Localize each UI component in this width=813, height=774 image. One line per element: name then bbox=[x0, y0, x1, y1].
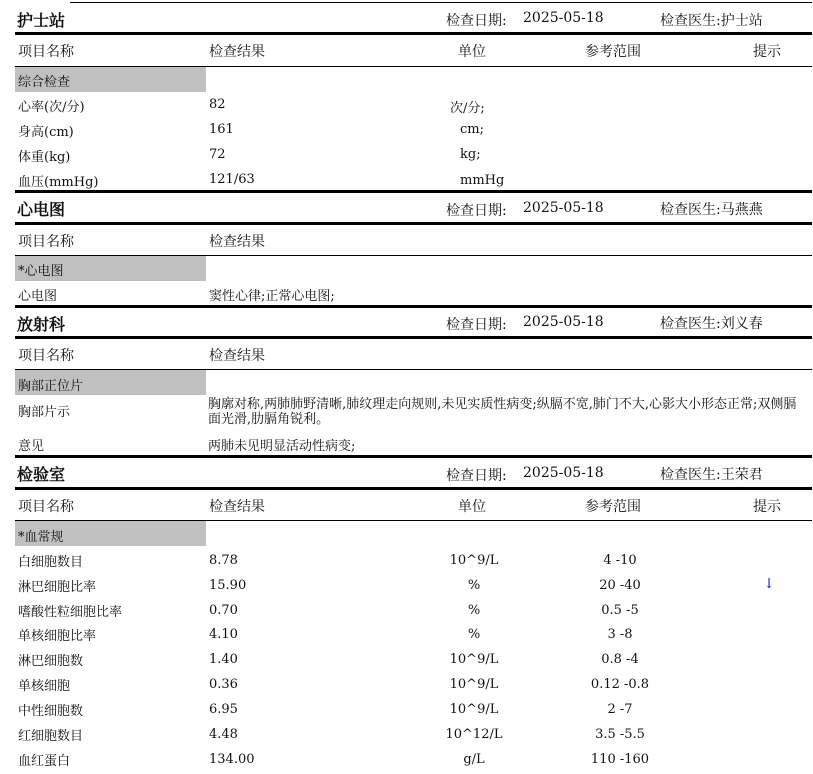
row-range: 3.5 -5.5 bbox=[595, 727, 645, 742]
header-item-name: 项目名称 bbox=[18, 234, 74, 250]
row-name: 淋巴细胞比率 bbox=[18, 580, 97, 595]
rule bbox=[15, 32, 812, 35]
row-unit: % bbox=[467, 627, 481, 642]
row-result: 6.95 bbox=[209, 702, 238, 717]
row-result: 15.90 bbox=[209, 578, 247, 593]
category-label: *心电图 bbox=[18, 264, 64, 279]
rule bbox=[15, 222, 812, 225]
row-result: 1.40 bbox=[209, 652, 238, 667]
row-result: 0.36 bbox=[209, 677, 238, 692]
row-name: 血压(mmHg) bbox=[18, 175, 99, 190]
row-name: 心电图 bbox=[18, 289, 58, 304]
row-result: 161 bbox=[209, 122, 234, 137]
header-item-name: 项目名称 bbox=[18, 348, 74, 364]
header-unit: 单位 bbox=[458, 499, 486, 515]
rule bbox=[15, 487, 812, 490]
row-result: 两肺未见明显活动性病变; bbox=[208, 439, 356, 454]
low-flag-arrow-icon: ↓ bbox=[763, 576, 775, 592]
header-range: 参考范围 bbox=[585, 44, 641, 60]
header-result: 检查结果 bbox=[209, 234, 265, 250]
row-name: 心率(次/分) bbox=[18, 100, 85, 115]
row-range: 110 -160 bbox=[590, 752, 650, 767]
section-title-nurse: 护士站 bbox=[17, 11, 66, 30]
rule bbox=[15, 455, 812, 458]
row-unit: kg; bbox=[460, 147, 481, 162]
row-name: 胸部片示 bbox=[18, 405, 71, 420]
row-name: 身高(cm) bbox=[18, 125, 74, 140]
row-result: 4.48 bbox=[209, 727, 238, 742]
row-name: 嗜酸性粒细胞比率 bbox=[18, 605, 123, 620]
row-name: 红细胞数目 bbox=[18, 729, 84, 744]
doctor-radiology: 检查医生:刘义春 bbox=[660, 316, 763, 332]
row-unit: cm; bbox=[460, 122, 484, 137]
header-item-name: 项目名称 bbox=[18, 44, 74, 60]
date-nurse: 2025-05-18 bbox=[523, 10, 604, 26]
row-result: 4.10 bbox=[209, 627, 238, 642]
row-range: 2 -7 bbox=[607, 702, 633, 717]
top-rule bbox=[70, 2, 812, 3]
row-unit: mmHg bbox=[460, 173, 505, 188]
row-range: 0.8 -4 bbox=[601, 652, 639, 667]
row-result: 8.78 bbox=[209, 553, 238, 568]
doctor-nurse: 检查医生:护士站 bbox=[660, 13, 763, 29]
row-name: 意见 bbox=[18, 439, 45, 454]
date-label-ecg: 检查日期: bbox=[446, 203, 507, 219]
row-name: 体重(kg) bbox=[18, 150, 71, 165]
doctor-ecg: 检查医生:马燕燕 bbox=[660, 202, 763, 218]
row-unit: 10^9/L bbox=[449, 702, 499, 717]
row-unit: 次/分; bbox=[450, 101, 485, 116]
row-result: 134.00 bbox=[209, 752, 255, 767]
row-range: 0.5 -5 bbox=[601, 603, 639, 618]
row-unit: 10^9/L bbox=[449, 677, 499, 692]
row-name: 中性细胞数 bbox=[18, 704, 84, 719]
doctor-lab: 检查医生:王荣君 bbox=[660, 467, 763, 483]
row-range: 4 -10 bbox=[603, 553, 637, 568]
row-result: 窦性心律;正常心电图; bbox=[209, 289, 335, 304]
row-unit: g/L bbox=[463, 752, 485, 767]
header-unit: 单位 bbox=[458, 44, 486, 60]
row-unit: % bbox=[467, 603, 481, 618]
row-range: 0.12 -0.8 bbox=[590, 677, 650, 692]
category-label: *血常规 bbox=[18, 530, 64, 545]
row-name: 白细胞数目 bbox=[18, 555, 84, 570]
date-radiology: 2025-05-18 bbox=[523, 314, 604, 330]
section-title-lab: 检验室 bbox=[17, 465, 66, 484]
row-result: 胸廓对称,两肺肺野清晰,肺纹理走向规则,未见实质性病变;纵膈不宽,肺门不大,心影大小形态正常;双侧膈面光滑,肋膈角锐利。 bbox=[208, 397, 797, 427]
row-range: 3 -8 bbox=[607, 627, 633, 642]
date-label-nurse: 检查日期: bbox=[446, 13, 507, 29]
section-title-ecg: 心电图 bbox=[17, 200, 66, 219]
row-result: 82 bbox=[209, 97, 226, 112]
header-result: 检查结果 bbox=[209, 499, 265, 515]
row-range: 20 -40 bbox=[599, 578, 641, 593]
row-result: 0.70 bbox=[209, 603, 238, 618]
date-label-radiology: 检查日期: bbox=[446, 317, 507, 333]
rule bbox=[15, 190, 812, 193]
row-name: 单核细胞比率 bbox=[18, 629, 97, 644]
date-ecg: 2025-05-18 bbox=[523, 200, 604, 216]
header-flag: 提示 bbox=[753, 499, 781, 515]
category-label: 综合检查 bbox=[18, 75, 71, 90]
rule bbox=[15, 305, 812, 308]
category-label: 胸部正位片 bbox=[18, 379, 84, 394]
header-result: 检查结果 bbox=[209, 348, 265, 364]
rule bbox=[15, 336, 812, 339]
date-label-lab: 检查日期: bbox=[446, 468, 507, 484]
header-flag: 提示 bbox=[753, 44, 781, 60]
row-result: 72 bbox=[209, 147, 226, 162]
row-result: 121/63 bbox=[209, 172, 255, 187]
row-unit: 10^9/L bbox=[449, 553, 499, 568]
row-name: 血红蛋白 bbox=[18, 754, 71, 769]
date-lab: 2025-05-18 bbox=[523, 465, 604, 481]
row-unit: 10^12/L bbox=[445, 727, 503, 742]
row-unit: 10^9/L bbox=[449, 652, 499, 667]
header-result: 检查结果 bbox=[209, 44, 265, 60]
row-name: 单核细胞 bbox=[18, 679, 71, 694]
section-title-radiology: 放射科 bbox=[17, 315, 66, 334]
header-range: 参考范围 bbox=[585, 499, 641, 515]
row-name: 淋巴细胞数 bbox=[18, 654, 84, 669]
header-item-name: 项目名称 bbox=[18, 499, 74, 515]
row-unit: % bbox=[467, 578, 481, 593]
